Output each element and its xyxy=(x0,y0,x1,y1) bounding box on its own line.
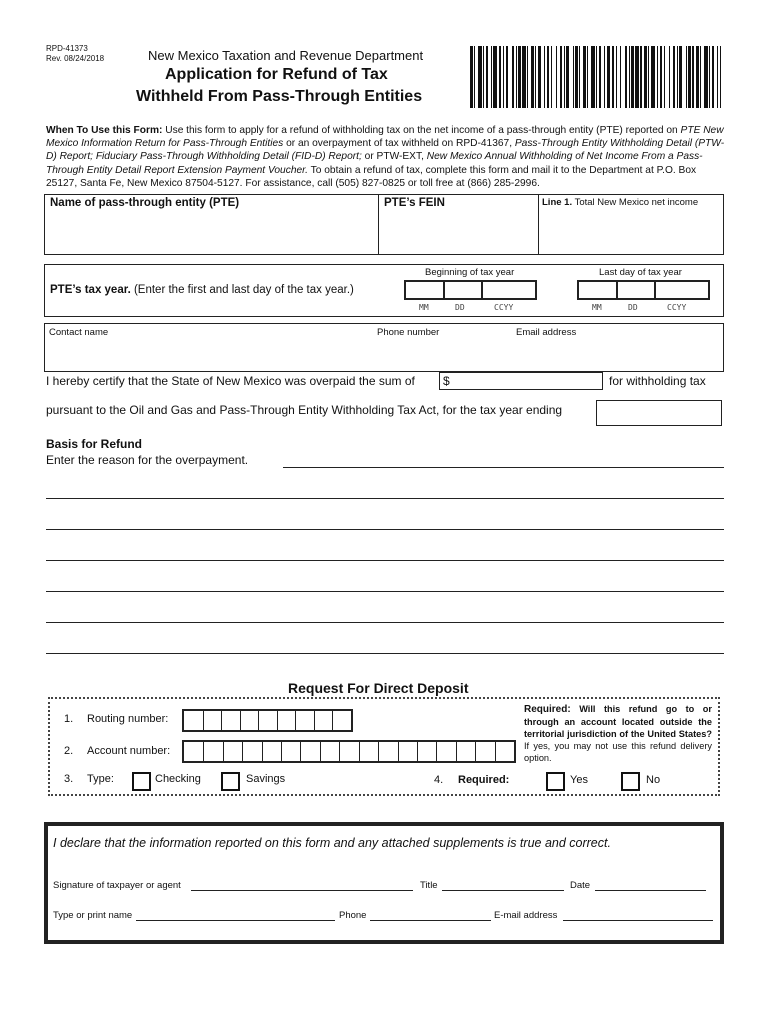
line1-label xyxy=(542,197,698,208)
barcode-bar xyxy=(712,46,715,108)
contact-name-label: Contact name xyxy=(49,327,109,338)
required-question-note: If yes, you may not use this refund delivery option. xyxy=(524,741,712,763)
barcode-bar xyxy=(512,46,515,108)
digit-cell-divider xyxy=(221,711,222,730)
barcode-bar xyxy=(575,46,578,108)
barcode-bar xyxy=(604,46,605,108)
barcode-bar xyxy=(544,46,545,108)
barcode-bar xyxy=(531,46,534,108)
barcode-bar xyxy=(686,46,687,108)
end-year-label: Last day of tax year xyxy=(599,267,682,278)
barcode-bar xyxy=(560,46,563,108)
required-question xyxy=(524,703,712,764)
barcode-bar xyxy=(612,46,615,108)
barcode-bar xyxy=(620,46,621,108)
barcode-bar xyxy=(493,46,497,108)
barcode-bar xyxy=(673,46,676,108)
barcode-bar xyxy=(700,46,701,108)
reason-line-3[interactable] xyxy=(46,529,724,530)
entity-divider-2 xyxy=(538,194,539,255)
line1-number: Line 1. xyxy=(542,197,573,208)
print-name-label: Type or print name xyxy=(53,910,133,921)
digit-cell-divider xyxy=(300,742,301,761)
end-mm-hint: MM xyxy=(592,303,602,312)
digit-cell-divider xyxy=(332,711,333,730)
savings-checkbox[interactable] xyxy=(221,772,240,791)
type-label: Type: xyxy=(87,773,114,785)
routing-number-input[interactable] xyxy=(182,709,353,732)
begin-mm-hint: MM xyxy=(419,303,429,312)
barcode-bar xyxy=(640,46,641,108)
begin-ccyy-hint: CCYY xyxy=(494,303,514,312)
digit-cell-divider xyxy=(203,742,204,761)
savings-label: Savings xyxy=(246,773,286,785)
signature-field[interactable] xyxy=(191,890,413,891)
instructions-text-1: Use this form to apply for a refund of withholding tax on the net income of a pass-through entity (PTE) reported on xyxy=(162,125,681,136)
barcode-bar xyxy=(664,46,665,108)
instructions-text-2: or an overpayment of tax withheld on RPD-41367, xyxy=(283,138,515,150)
digit-cell-divider xyxy=(281,742,282,761)
declaration-statement: I declare that the information reported on this form and any attached supplements is true and correct. xyxy=(53,836,611,850)
line1-text: Total New Mexico net income xyxy=(574,197,699,208)
direct-deposit-heading: Request For Direct Deposit xyxy=(288,680,469,696)
signer-email-field[interactable] xyxy=(563,920,713,921)
email-field[interactable] xyxy=(515,340,720,368)
barcode-bar xyxy=(573,46,574,108)
digit-cell-divider xyxy=(223,742,224,761)
barcode-bar xyxy=(599,46,602,108)
digit-cell-divider xyxy=(417,742,418,761)
instructions-lead: When To Use this Form: xyxy=(46,125,163,136)
barcode-bar xyxy=(579,46,580,108)
barcode-bar xyxy=(478,46,482,108)
barcode-bar xyxy=(591,46,595,108)
pte-fein-label: PTE’s FEIN xyxy=(384,197,445,209)
instructions-italic-1: PTE New Mexico Information Return for Pass-Through Entities xyxy=(46,125,724,150)
barcode-bar xyxy=(635,46,639,108)
date-field[interactable] xyxy=(595,890,706,891)
account-number-input[interactable] xyxy=(182,740,516,763)
digit-cell-divider xyxy=(495,742,496,761)
reason-line-4[interactable] xyxy=(46,560,724,561)
barcode-bar xyxy=(491,46,492,108)
barcode-bar xyxy=(486,46,489,108)
routing-number-label: Routing number: xyxy=(87,713,169,725)
barcode-bar xyxy=(677,46,678,108)
barcode-bar xyxy=(556,46,557,108)
type-index: 3. xyxy=(64,773,74,785)
tax-year-ending-field[interactable] xyxy=(596,400,722,426)
checking-checkbox[interactable] xyxy=(132,772,151,791)
digit-cell-divider xyxy=(277,711,278,730)
digit-cell-divider xyxy=(339,742,340,761)
digit-cell-divider xyxy=(240,711,241,730)
barcode-bar xyxy=(648,46,649,108)
barcode-bar xyxy=(564,46,565,108)
tax-year-label-rest: (Enter the first and last day of the tax year.) xyxy=(130,284,354,296)
digit-cell-divider xyxy=(203,711,204,730)
department-name: New Mexico Taxation and Revenue Department xyxy=(148,48,424,63)
signer-email-label: E-mail address xyxy=(494,910,558,921)
tax-year-label xyxy=(50,284,354,296)
dollar-sign: $ xyxy=(443,374,450,388)
begin-dd-hint: DD xyxy=(455,303,465,312)
digit-cell-divider xyxy=(475,742,476,761)
instructions-italic-2: Pass-Through Entity Withholding Detail (PTW-D) Report; Fiduciary Pass-Through Withholding Detail (FID-D) Report; xyxy=(46,138,725,163)
barcode-bar xyxy=(631,46,634,108)
signature-label: Signature of taxpayer or agent xyxy=(53,880,181,891)
phone-field[interactable] xyxy=(376,340,506,368)
barcode-bar xyxy=(651,46,655,108)
barcode-bar xyxy=(692,46,693,108)
digit-cell-divider xyxy=(314,711,315,730)
basis-prompt: Enter the reason for the overpayment. xyxy=(46,453,249,467)
barcode-image xyxy=(470,46,720,108)
reason-line-1[interactable] xyxy=(283,467,724,468)
digit-cell-divider xyxy=(359,742,360,761)
phone-label: Phone number xyxy=(377,327,440,338)
barcode-bar xyxy=(717,46,718,108)
required-no-checkbox[interactable] xyxy=(621,772,640,791)
barcode-bar xyxy=(527,46,528,108)
instructions-text-3: or PTW-EXT, xyxy=(361,151,427,163)
barcode-bar xyxy=(583,46,586,108)
barcode-bar xyxy=(704,46,708,108)
barcode-bar xyxy=(516,46,517,108)
certify-text-2: for withholding tax xyxy=(609,374,706,388)
basis-heading: Basis for Refund xyxy=(46,437,143,451)
barcode-bar xyxy=(688,46,691,108)
barcode-bar xyxy=(679,46,682,108)
required-label: Required: xyxy=(458,774,510,786)
barcode-bar xyxy=(596,46,597,108)
form-title-line2: Withheld From Pass-Through Entities xyxy=(136,88,423,105)
barcode-bar xyxy=(709,46,710,108)
reason-line-5[interactable] xyxy=(46,591,724,592)
barcode-bar xyxy=(499,46,502,108)
begin-year-label: Beginning of tax year xyxy=(425,267,515,278)
contact-name-field[interactable] xyxy=(48,340,368,368)
account-number-label: Account number: xyxy=(87,745,171,757)
digit-cell-divider xyxy=(456,742,457,761)
digit-cell-divider xyxy=(295,711,296,730)
print-name-field[interactable] xyxy=(136,920,335,921)
form-title-line1: Application for Refund of Tax xyxy=(165,66,388,83)
barcode-bar xyxy=(538,46,542,108)
digit-cell-divider xyxy=(262,742,263,761)
barcode-bar xyxy=(657,46,658,108)
title-label: Title xyxy=(420,880,438,891)
barcode-bar xyxy=(587,46,588,108)
barcode-bar xyxy=(547,46,550,108)
required-question-text: Will this refund go to or through an account located outside the territorial jurisdiction of the United States? xyxy=(524,704,712,739)
barcode-bar xyxy=(625,46,628,108)
barcode-bar xyxy=(696,46,699,108)
required-index: 4. xyxy=(434,774,444,786)
barcode-bar xyxy=(644,46,647,108)
digit-cell-divider xyxy=(398,742,399,761)
pte-name-field[interactable] xyxy=(48,212,374,252)
required-yes-checkbox[interactable] xyxy=(546,772,565,791)
overpaid-amount-field[interactable] xyxy=(439,372,603,390)
barcode-bar xyxy=(660,46,663,108)
instructions-paragraph xyxy=(46,124,726,190)
required-question-lead: Required: xyxy=(524,704,571,715)
digit-cell-divider xyxy=(436,742,437,761)
barcode-bar xyxy=(522,46,526,108)
reason-line-7[interactable] xyxy=(46,653,724,654)
barcode-bar xyxy=(551,46,552,108)
certify-text-3: pursuant to the Oil and Gas and Pass-Through Entity Withholding Tax Act, for the tax year ending xyxy=(46,403,563,417)
certify-text-1: I hereby certify that the State of New Mexico was overpaid the sum of xyxy=(46,374,415,388)
digit-cell-divider xyxy=(378,742,379,761)
instructions-italic-3: New Mexico Annual Withholding of Net Income From a Pass-Through Entity Detail Report Extension Payment Voucher. xyxy=(46,151,703,176)
reason-line-2[interactable] xyxy=(46,498,724,499)
title-field[interactable] xyxy=(442,890,564,891)
end-dd-hint: DD xyxy=(628,303,638,312)
signer-phone-label: Phone xyxy=(339,910,367,921)
checking-label: Checking xyxy=(155,773,201,785)
barcode-bar xyxy=(470,46,473,108)
account-number-index: 2. xyxy=(64,745,74,757)
required-yes-label: Yes xyxy=(570,774,588,786)
barcode-bar xyxy=(474,46,475,108)
email-label: Email address xyxy=(516,327,577,338)
net-income-field[interactable] xyxy=(542,212,720,252)
pte-name-label: Name of pass-through entity (PTE) xyxy=(50,197,240,209)
entity-divider-1 xyxy=(378,194,379,255)
barcode-bar xyxy=(607,46,611,108)
barcode-bar xyxy=(616,46,617,108)
barcode-bar xyxy=(535,46,536,108)
barcode-bar xyxy=(503,46,504,108)
barcode-bar xyxy=(518,46,521,108)
form-number: RPD-41373 xyxy=(46,44,88,53)
pte-fein-field[interactable] xyxy=(382,212,534,252)
signer-phone-field[interactable] xyxy=(370,920,491,921)
end-date-input[interactable] xyxy=(577,280,710,300)
reason-line-6[interactable] xyxy=(46,622,724,623)
required-no-label: No xyxy=(646,774,661,786)
routing-number-index: 1. xyxy=(64,713,74,725)
revision-date: Rev. 08/24/2018 xyxy=(46,54,105,63)
date-label: Date xyxy=(570,880,591,891)
barcode-bar xyxy=(506,46,507,108)
instructions-text-4: To obtain a refund of tax, complete this form and mail it to the Department at P.O. Box 25127, Santa Fe, New Mexico 87504-5127. For assistance, call (505) 827-0825 or toll free at (866) 285-2996. xyxy=(46,164,697,189)
digit-cell-divider xyxy=(242,742,243,761)
barcode-bar xyxy=(483,46,484,108)
end-ccyy-hint: CCYY xyxy=(667,303,687,312)
begin-date-input[interactable] xyxy=(404,280,537,300)
barcode-bar xyxy=(629,46,630,108)
barcode-bar xyxy=(566,46,569,108)
digit-cell-divider xyxy=(320,742,321,761)
digit-cell-divider xyxy=(258,711,259,730)
barcode-bar xyxy=(669,46,670,108)
tax-year-label-bold: PTE’s tax year. xyxy=(50,284,131,296)
